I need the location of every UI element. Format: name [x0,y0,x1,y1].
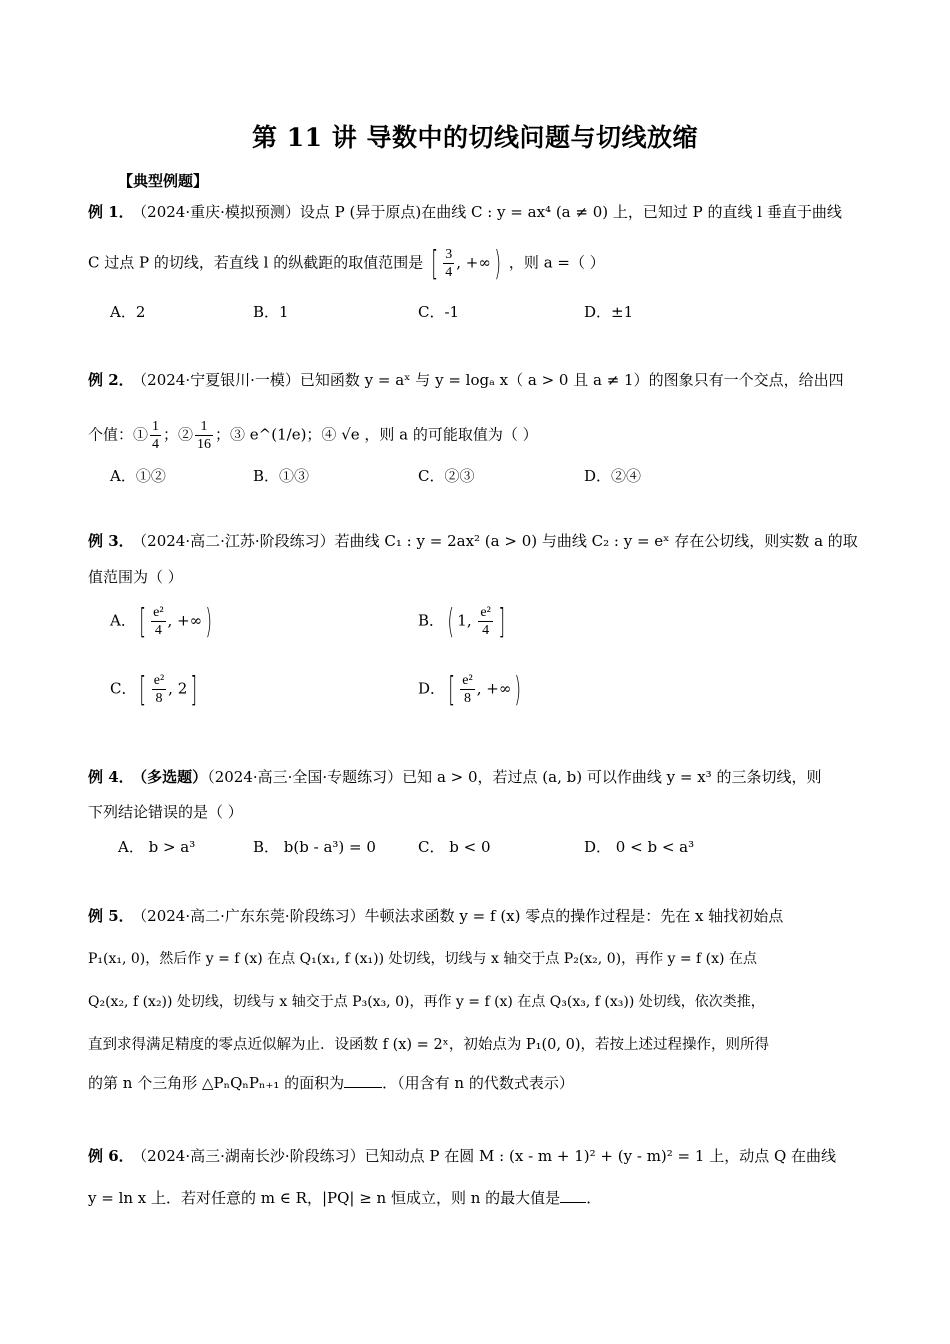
range-rest: , 2 [168,679,188,698]
example-1-line-1 [88,202,842,222]
example-2-line-2 [88,418,538,453]
example-5-line-1 [88,906,783,926]
example-1-option-a: A．2 [110,303,146,321]
example-6-line-1 [88,1146,836,1166]
example-text: y = ln x 上．若对任意的 m ∈ R，|PQ| ≥ n 恒成立，则 n 的最大值是 [88,1189,561,1207]
page-title: 第 11 讲 导数中的切线问题与切线放缩 [252,123,698,152]
example-1-line-2 [88,243,605,284]
numerator: 1 [152,419,160,434]
fraction [443,246,454,281]
bracket-right: ) [205,601,213,642]
example-2-line-1 [88,370,844,390]
answer-blank[interactable] [344,1073,382,1088]
answer-blank[interactable] [560,1188,586,1203]
example-4-option-d: D． 0 < b < a³ [584,838,695,856]
example-5-line-5 [88,1073,574,1093]
example-source: （2024·高二·江苏·阶段练习） [139,532,335,550]
example-text: ；② [163,425,194,444]
example-1-option-c: C．-1 [418,303,460,321]
example-text: 设点 P (异于原点)在曲线 C : y = ax⁴ (a ≠ 0) 上，已知过 P 的直线 l 垂直于曲线 [299,203,842,221]
example-text: 的第 n 个三角形 △PₙQₙPₙ₊₁ 的面积为 [88,1074,345,1092]
example-text: 已知函数 y = aˣ 与 y = logₐ x（ a > 0 且 a ≠ 1）的图象只有一个交点，给出四 [299,371,844,389]
range-lead: 1, [457,611,477,630]
option-key: D． [418,679,446,698]
example-text: ；③ e^(1/e)；④ √e ，则 a 的可能取值为（ ） [215,425,538,444]
bracket-right: ) [514,669,522,710]
fraction [195,418,213,453]
example-label: 例 2． [88,371,134,389]
example-5-line-3: Q₂(x₂, f (x₂)) 处切线，切线与 x 轴交于点 P₃(x₃, 0)，再作 y = f (x) 在点 Q₃(x₃, f (x₃)) 处切线，依次类推， [88,994,765,1010]
example-4-line-2: 下列结论错误的是（ ） [88,803,243,821]
example-2-option-b: B．①③ [253,467,310,485]
example-4-option-b: B． b(b - a³) = 0 [253,838,376,856]
example-source: （2024·高三·全国·专题练习） [207,768,403,786]
example-label: 例 3． [88,532,134,550]
bracket-right: ] [498,601,505,642]
bracket-left: [ [139,601,146,642]
example-3-option-d [418,669,525,710]
example-text: ．（用含有 n 的代数式表示） [382,1074,574,1092]
numerator: e² [153,605,164,620]
example-4-option-c: C． b < 0 [418,838,491,856]
example-1-option-b: B．1 [253,303,289,321]
option-key: A． [110,611,136,630]
example-5-line-2: P₁(x₁, 0)，然后作 y = f (x) 在点 Q₁(x₁, f (x₁)) 处切线，切线与 x 轴交于点 P₂(x₂, 0)，再作 y = f (x) 在点 [88,951,757,967]
example-label: 例 6． [88,1147,134,1165]
example-5-line-4: 直到求得满足精度的零点近似解为止．设函数 f (x) = 2ˣ，初始点为 P₁(0, 0)，若按上述过程操作，则所得 [88,1037,769,1053]
example-text: 牛顿法求函数 y = f (x) 零点的操作过程是：先在 x 轴找初始点 [364,907,784,925]
bracket-left: [ [448,669,455,710]
range-rest: , +∞ [167,611,203,630]
option-key: B． [418,611,445,630]
example-3-option-a [110,601,215,642]
numerator: 1 [195,418,213,436]
example-text: 已知 a > 0，若过点 (a, b) 可以作曲线 y = x³ 的三条切线，则 [402,768,822,786]
numerator: e² [153,673,165,688]
numerator: e² [462,673,473,688]
example-1-option-d: D．±1 [584,303,634,321]
range-rest: , +∞ [456,253,491,272]
bracket-left: [ [139,669,147,710]
example-2-option-c: C．②③ [418,467,475,485]
example-label: 例 4． [88,768,134,786]
example-text: ． [586,1189,602,1207]
section-heading: 【典型例题】 [118,172,209,190]
fraction [460,672,474,707]
numerator: 3 [445,247,453,262]
example-3-line-1 [88,531,858,551]
numerator: e² [480,605,491,620]
question-tag: （多选题） [139,768,208,786]
bracket-left: ( [447,601,454,642]
denominator: 4 [154,623,162,638]
bracket-left: [ [431,243,438,284]
example-source: （2024·高二·广东东莞·阶段练习） [139,907,365,925]
bracket-right: ] [190,669,198,710]
range-rest: , +∞ [476,679,512,698]
example-3-option-b [418,601,508,642]
example-text: 若曲线 C₁ : y = 2ax² (a > 0) 与曲线 C₂ : y = eˣ 存在公切线，则实数 a 的取 [334,532,858,550]
example-source: （2024·重庆·模拟预测） [139,203,300,221]
example-source: （2024·高三·湖南长沙·阶段练习） [139,1147,365,1165]
example-label: 例 1． [88,203,134,221]
example-3-option-c [110,669,201,710]
example-3-line-2: 值范围为（ ） [88,568,183,586]
denominator: 8 [155,691,163,706]
example-4-option-a: A． b > a³ [118,838,196,856]
example-label: 例 5． [88,907,134,925]
fraction [152,672,166,707]
example-text: C 过点 P 的切线，若直线 l 的纵截距的取值范围是 [88,253,424,272]
example-6-line-2 [88,1188,601,1208]
denominator: 4 [152,437,160,452]
denominator: 4 [445,265,453,280]
example-text: 个值：① [88,425,149,444]
option-key: C． [110,679,137,698]
example-2-option-a: A．①② [110,467,166,485]
example-2-option-d: D．②④ [584,467,642,485]
denominator: 4 [482,623,490,638]
fraction [478,604,492,639]
fraction [150,418,161,453]
example-text: ，则 a =（ ） [508,253,605,272]
denominator: 8 [464,691,471,706]
fraction [151,604,165,639]
denominator: 16 [197,437,212,452]
example-4-line-1 [88,767,821,787]
example-source: （2024·宁夏银川·一模） [139,371,300,389]
bracket-right: ) [494,243,501,284]
example-text: 已知动点 P 在圆 M : (x - m + 1)² + (y - m)² = 1 上，动点 Q 在曲线 [364,1147,837,1165]
